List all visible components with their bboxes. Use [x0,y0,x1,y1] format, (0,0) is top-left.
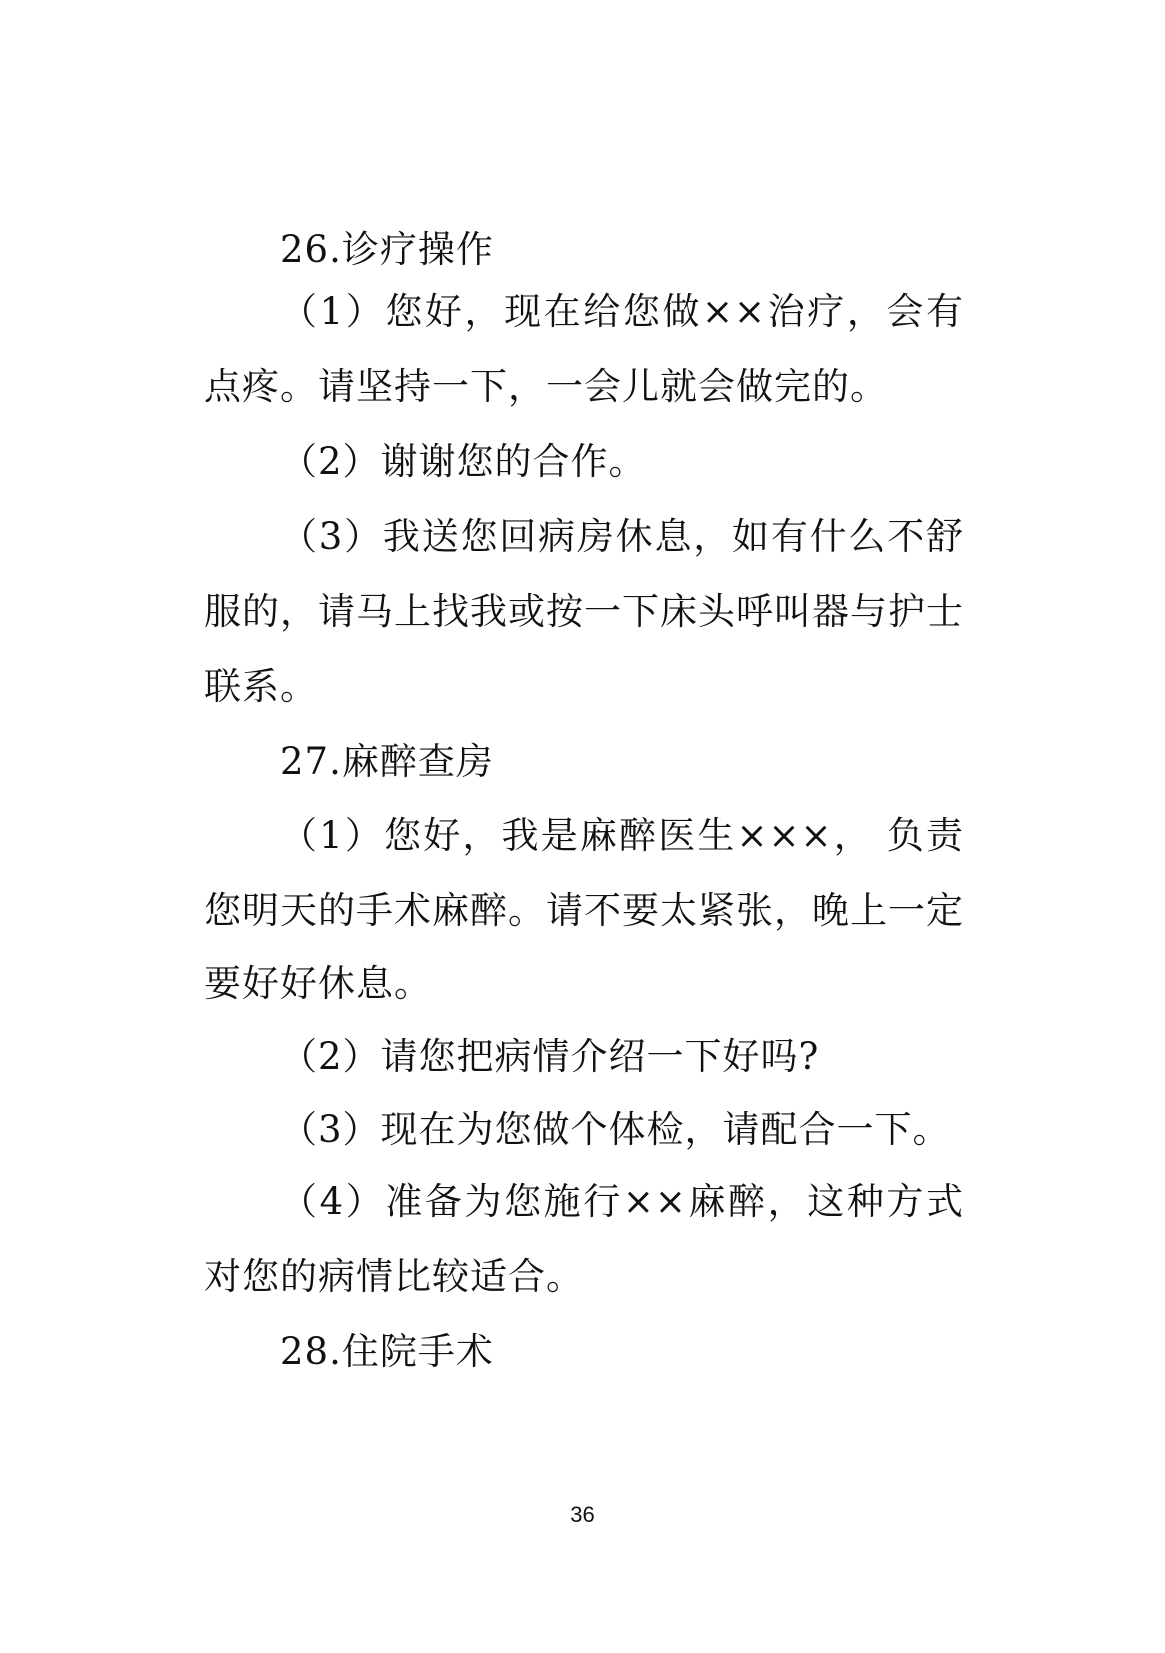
paragraph-27-4-line-2: 对您的病情比较适合。 [204,1255,584,1298]
paragraph-27-1-line-1: （1）您好，我是麻醉医生×××， 负责 [280,814,964,857]
paragraph-27-4-line-1: （4）准备为您施行××麻醉，这种方式 [280,1180,964,1223]
paragraph-26-3-line-1: （3）我送您回病房休息，如有什么不舒 [280,515,964,558]
page-number: 36 [570,1502,595,1527]
paragraph-27-3: （3）现在为您做个体检，请配合一下。 [280,1108,951,1151]
paragraph-26-1-line-1: （1）您好，现在给您做××治疗，会有 [280,290,964,333]
paragraph-26-3-line-2: 服的，请马上找我或按一下床头呼叫器与护士 [204,590,964,633]
paragraph-26-3-line-3: 联系。 [204,665,318,708]
section-heading-27: 27.麻醉查房 [280,740,494,783]
paragraph-27-1-line-2: 您明天的手术麻醉。请不要太紧张，晚上一定 [204,889,964,932]
section-heading-26: 26.诊疗操作 [280,228,494,271]
paragraph-27-1-line-3: 要好好休息。 [204,962,432,1005]
paragraph-27-2: （2）请您把病情介绍一下好吗? [280,1035,820,1078]
paragraph-26-1-line-2: 点疼。请坚持一下，一会儿就会做完的。 [204,365,888,408]
section-heading-28: 28.住院手术 [280,1330,494,1373]
paragraph-26-2: （2）谢谢您的合作。 [280,440,647,483]
